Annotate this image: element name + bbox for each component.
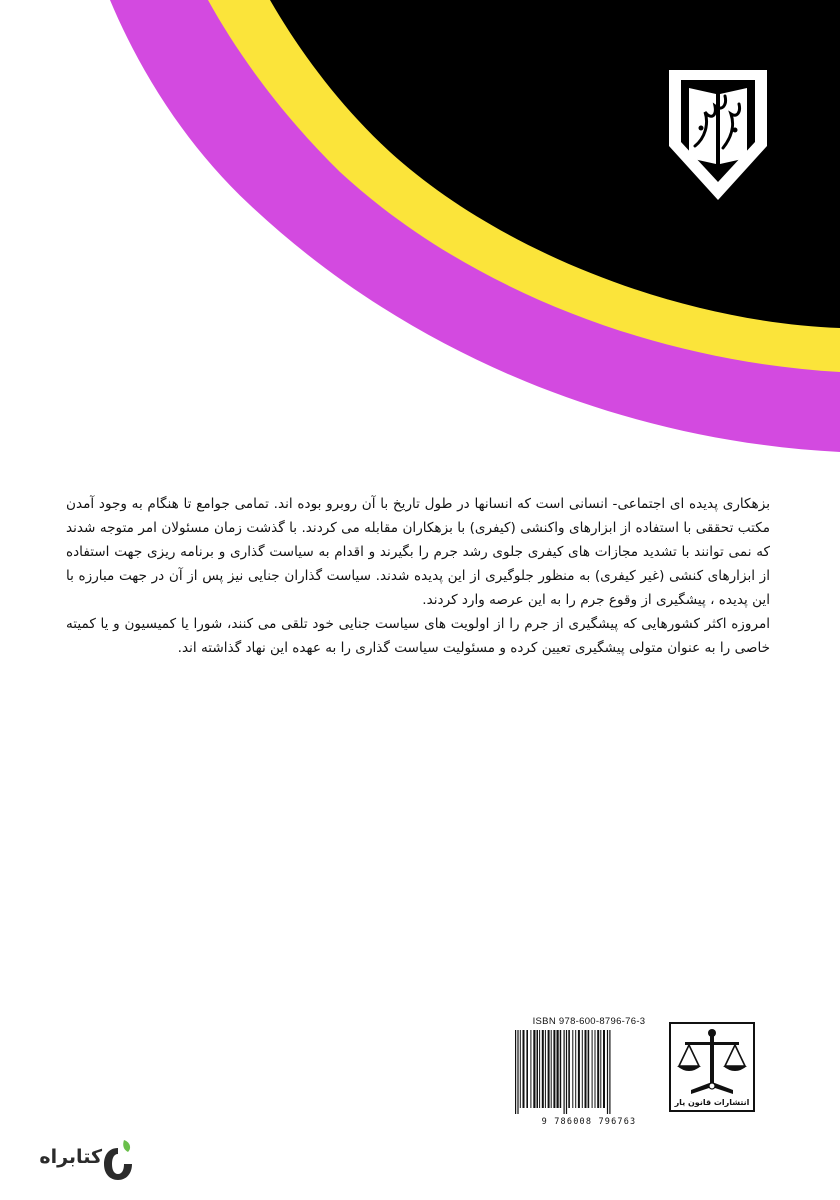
back-cover-blurb (66, 492, 770, 660)
barcode-icon (513, 1030, 665, 1114)
blurb-paragraph-2: امروزه اکثر کشورهایی که پیشگیری از جرم را از اولویت های سیاست جنایی خود تلقی می کنند، شورا یا کمیسیون و یا کمیته خاصی را به عنوان متولی پیشگیری تعیین کرده و مسئولیت سیاست گذاری را به عهده این نهاد گذاشته اند. (66, 616, 770, 656)
ketabrah-logo-icon (102, 1138, 134, 1182)
book-shield-icon (665, 68, 771, 204)
isbn-label: ISBN 978-600-8796-76-3 (532, 1016, 646, 1027)
publisher-logo (669, 1022, 755, 1112)
barcode-digits: 9 786008 796763 (541, 1117, 637, 1127)
publisher-name: انتشارات قانون یار (674, 1098, 750, 1107)
isbn-barcode-block (513, 1016, 665, 1130)
blurb-paragraph-1: بزهکاری پدیده ای اجتماعی- انسانی است که انسانها در طول تاریخ با آن روبرو بوده اند. تمامی جوامع تا هنگام به وجود آمدن مکتب تحققی با استفاده از ابزارهای واکنشی (کیفری) با بزهکاران مقابله می کردند. با گذشت زمان مسئولان امر متوجه شدند که نمی توانند با تشدید مجازات های کیفری جلوی رشد جرم را بگیرند و اقدام به سیاست گذاری و برنامه ریزی جهت استفاده از ابزارهای کنشی (غیر کیفری) به منظور جلوگیری از این پدیده شدند. سیاست گذاران جنایی نیز پس از آن در جهت مبارزه با این پدیده ، پیشگیری از وقوع جرم را به این عرصه وارد کردند. (66, 496, 770, 608)
ketabrah-label: کتابراه (39, 1146, 102, 1168)
ketabrah-watermark (24, 1136, 134, 1186)
